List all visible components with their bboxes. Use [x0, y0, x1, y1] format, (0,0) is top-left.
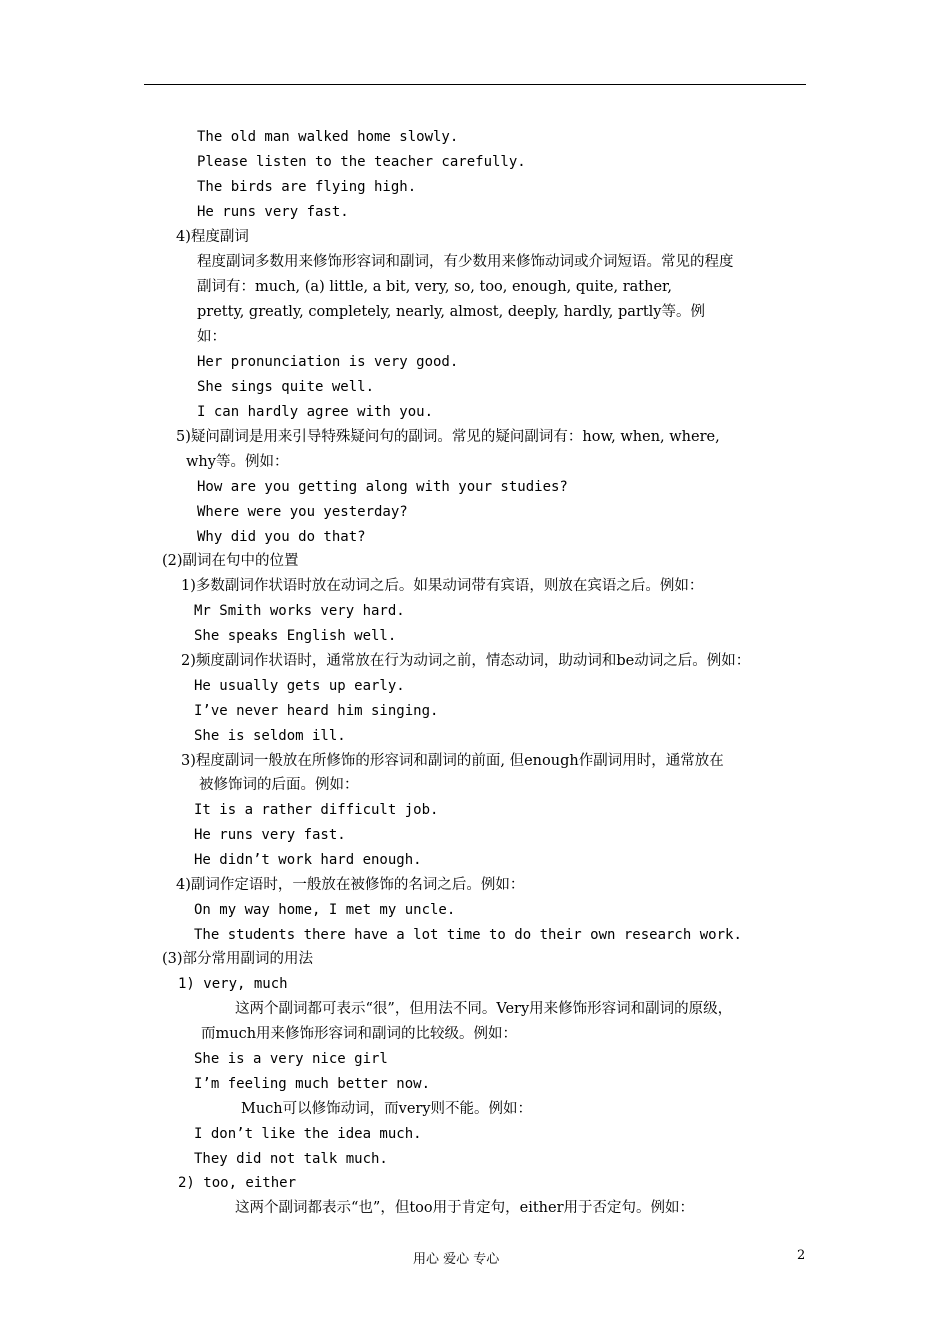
header-rule — [144, 84, 806, 85]
paragraph-line: Much可以修饰动词，而very则不能。例如： — [241, 1101, 533, 1117]
paragraph-line: 如： — [197, 329, 226, 345]
example-sentence: He usually gets up early. — [194, 678, 405, 694]
page-footer: 用心 爱心 专心 — [413, 1252, 500, 1267]
example-sentence: It is a rather difficult job. — [194, 802, 439, 818]
paragraph-line: 这两个副词都可表示“很”，但用法不同。Very用来修饰形容词和副词的原级， — [235, 1001, 733, 1017]
example-sentence: She sings quite well. — [197, 379, 375, 395]
example-sentence: I’ve never heard him singing. — [194, 703, 439, 719]
paragraph-line: why等。例如： — [186, 454, 289, 470]
example-sentence: The birds are flying high. — [197, 179, 417, 195]
subsection-heading: 2) too, either — [178, 1175, 297, 1191]
example-sentence: I don’t like the idea much. — [194, 1126, 422, 1142]
example-sentence: Why did you do that? — [197, 529, 366, 545]
paragraph-line: pretty, greatly, completely, nearly, almost, deeply, hardly, partly等。例 — [197, 304, 705, 320]
subsection-heading: 3)程度副词一般放在所修饰的形容词和副词的前面, 但enough作副词用时，通常放在 — [181, 753, 724, 769]
example-sentence: On my way home, I met my uncle. — [194, 902, 456, 918]
example-sentence: Mr Smith works very hard. — [194, 603, 405, 619]
subsection-heading: 1)多数副词作状语时放在动词之后。如果动词带有宾语，则放在宾语之后。例如： — [181, 578, 704, 594]
example-sentence: They did not talk much. — [194, 1151, 388, 1167]
subsection-heading: 4)副词作定语时，一般放在被修饰的名词之后。例如： — [176, 877, 525, 893]
example-sentence: I can hardly agree with you. — [197, 404, 434, 420]
example-sentence: Her pronunciation is very good. — [197, 354, 459, 370]
example-sentence: He runs very fast. — [197, 204, 349, 220]
example-sentence: He runs very fast. — [194, 827, 346, 843]
paragraph-line: 副词有：much, (a) little, a bit, very, so, too, enough, quite, rather, — [197, 279, 672, 295]
example-sentence: Please listen to the teacher carefully. — [197, 154, 526, 170]
example-sentence: How are you getting along with your studies? — [197, 479, 568, 495]
section-heading: (2)副词在句中的位置 — [162, 553, 299, 569]
subsection-heading: 4)程度副词 — [176, 229, 249, 245]
paragraph-line: 被修饰词的后面。例如： — [199, 777, 359, 793]
subsection-heading: 1) very, much — [178, 976, 288, 992]
example-sentence: She is seldom ill. — [194, 728, 346, 744]
example-sentence: I’m feeling much better now. — [194, 1076, 431, 1092]
example-sentence: The students there have a lot time to do their own research work. — [194, 927, 742, 943]
example-sentence: The old man walked home slowly. — [197, 129, 459, 145]
paragraph-line: 而much用来修饰形容词和副词的比较级。例如： — [201, 1026, 518, 1042]
subsection-heading: 2)频度副词作状语时，通常放在行为动词之前，情态动词，助动词和be动词之后。例如： — [181, 653, 751, 669]
page-number: 2 — [797, 1248, 806, 1263]
section-heading: (3)部分常用副词的用法 — [162, 951, 314, 967]
example-sentence: She is a very nice girl — [194, 1051, 388, 1067]
example-sentence: Where were you yesterday? — [197, 504, 408, 520]
example-sentence: She speaks English well. — [194, 628, 397, 644]
paragraph-line: 程度副词多数用来修饰形容词和副词，有少数用来修饰动词或介词短语。常见的程度 — [197, 254, 734, 270]
example-sentence: He didn’t work hard enough. — [194, 852, 422, 868]
paragraph-line: 这两个副词都表示“也”，但too用于肯定句，either用于否定句。例如： — [235, 1200, 695, 1216]
subsection-heading: 5)疑问副词是用来引导特殊疑问句的副词。常见的疑问副词有：how, when, where, — [176, 429, 720, 445]
